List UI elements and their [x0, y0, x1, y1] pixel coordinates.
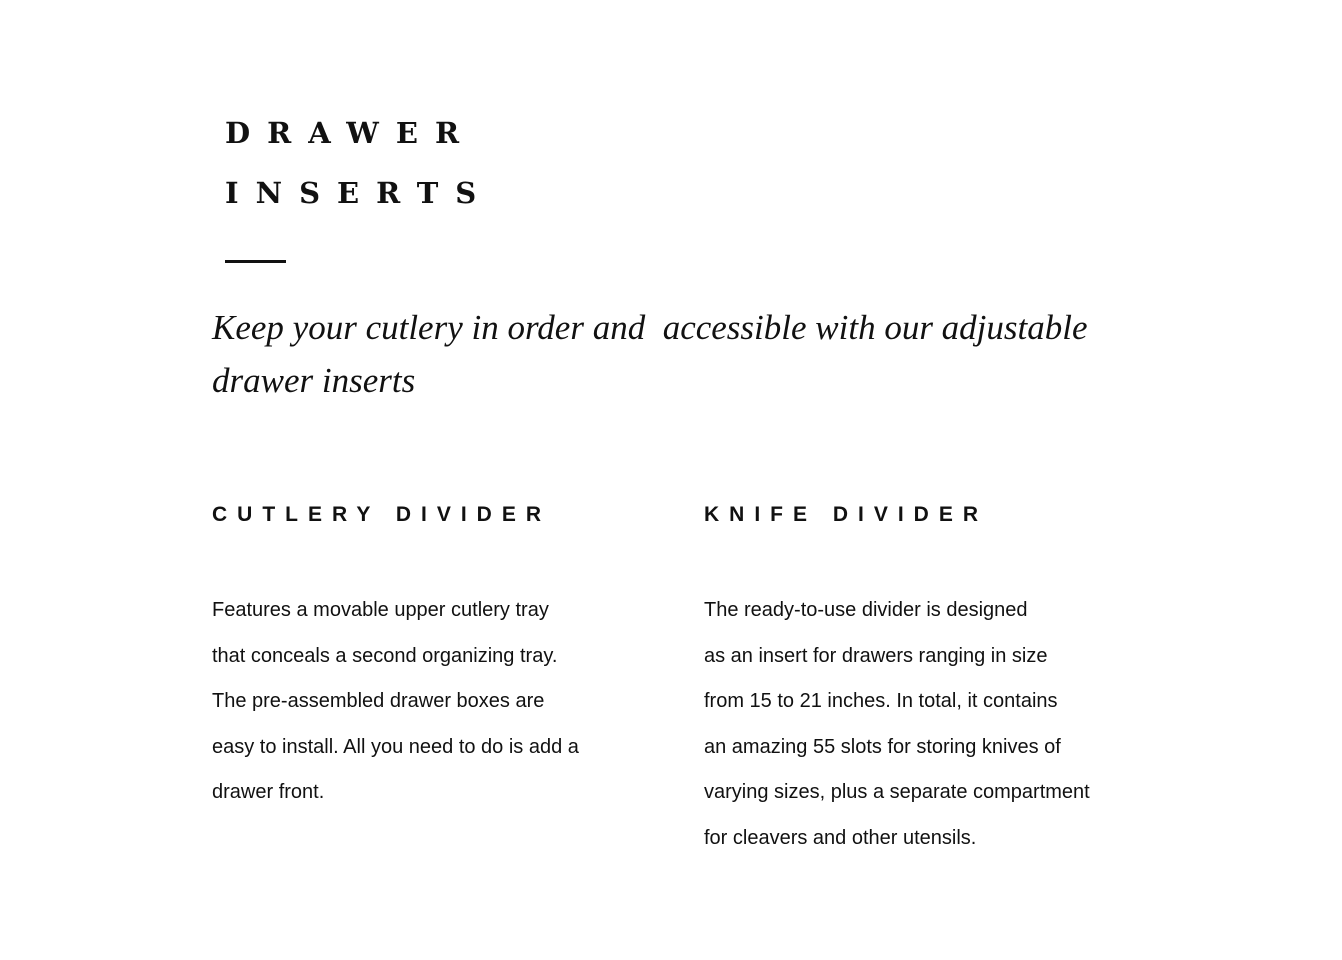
tagline-line-1: Keep your cutlery in order and accessible with our adjustable [212, 308, 1088, 347]
cutlery-divider-description [212, 588, 652, 816]
title-divider [225, 260, 286, 263]
description-line: an amazing 55 slots for storing knives of [704, 735, 1061, 758]
knife-divider-section [704, 500, 1164, 862]
description-line: that conceals a second organizing tray. [212, 644, 558, 667]
description-line: The pre-assembled drawer boxes are [212, 690, 545, 713]
cutlery-divider-heading: CUTLERY DIVIDER [212, 503, 552, 526]
page-title-line-2: INSERTS [225, 176, 494, 210]
tagline-line-2: drawer inserts [212, 361, 416, 400]
description-line: varying sizes, plus a separate compartment [704, 781, 1090, 804]
description-line: for cleavers and other utensils. [704, 826, 977, 849]
description-line: drawer front. [212, 781, 325, 804]
description-line: as an insert for drawers ranging in size [704, 644, 1048, 667]
knife-divider-description [704, 588, 1164, 862]
description-line: easy to install. All you need to do is add a [212, 735, 579, 758]
description-line: Features a movable upper cutlery tray [212, 599, 549, 621]
knife-divider-heading: KNIFE DIVIDER [704, 503, 989, 526]
tagline [212, 301, 1112, 407]
description-line: from 15 to 21 inches. In total, it contains [704, 690, 1058, 713]
description-line: The ready-to-use divider is designed [704, 599, 1028, 621]
cutlery-divider-section [212, 500, 652, 816]
page-title-line-1: DRAWER [225, 116, 477, 150]
